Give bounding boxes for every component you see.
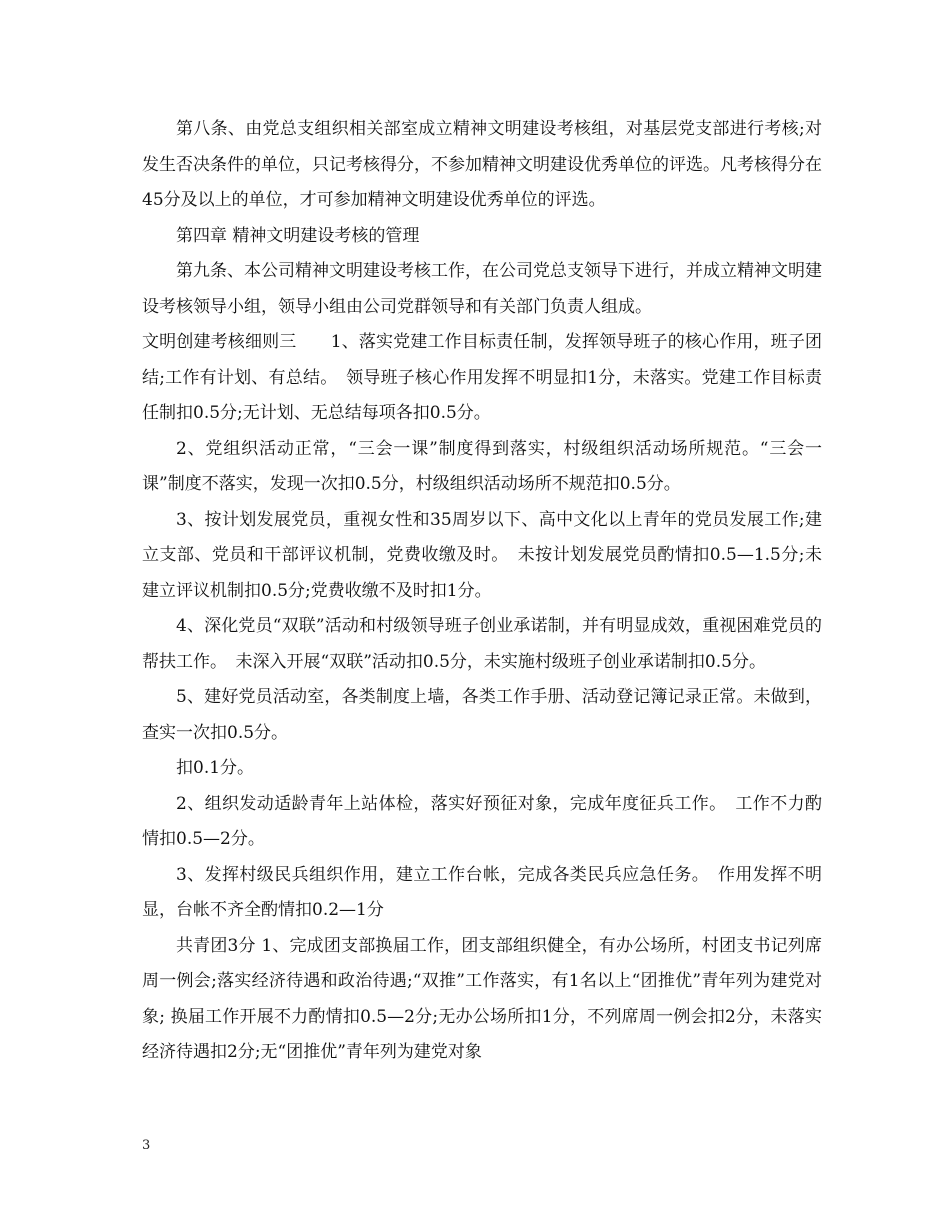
paragraph-article-8: 第八条、由党总支组织相关部室成立精神文明建设考核组，对基层党支部进行考核;对发生否决条件的单位，只记考核得分，不参加精神文明建设优秀单位的评选。凡考核得分在45分及以上的单位，才可参加精神文明建设优秀单位的评选。 [142,119,822,210]
chapter-heading: 第四章 精神文明建设考核的管理 [176,225,420,246]
paragraph-article-9: 第九条、本公司精神文明建设考核工作，在公司党总支领导下进行，并成立精神文明建设考核领导小组，领导小组由公司党群领导和有关部门负责人组成。 [142,261,822,317]
paragraph-item-5: 5、建好党员活动室，各类制度上墙，各类工作手册、活动登记簿记录正常。未做到，查实一次扣0.5分。 [142,687,822,743]
paragraph-item-3: 3、按计划发展党员，重视女性和35周岁以下、高中文化以上青年的党员发展工作;建立支部、党员和干部评议机制，党费收缴及时。 未按计划发展党员酌情扣0.5—1.5分;未建立评议机制扣0.5分;党费收缴不及时扣1分。 [142,509,822,601]
document-body [142,112,822,1071]
page-number: 3 [142,1138,151,1153]
paragraph-youth-league: 共青团3分 1、完成团支部换届工作，团支部组织健全，有办公场所，村团支书记列席周一例会;落实经济待遇和政治待遇;“双推”工作落实，有1名以上“团推优”青年列为建党对象; 换届工作开展不力酌情扣0.5—2分;无办公场所扣1分，不列席周一例会扣2分，未落实经济待遇扣2分;无“团推优”青年列为建党对象 [142,935,822,1062]
paragraph-deduction-fragment: 扣0.1分。 [176,758,255,778]
paragraph-item-4: 4、深化党员“双联”活动和村级领导班子创业承诺制，并有明显成效，重视困难党员的帮扶工作。 未深入开展“双联”活动扣0.5分，未实施村级班子创业承诺制扣0.5分。 [142,616,822,672]
paragraph-militia-item-2: 2、组织发动适龄青年上站体检，落实好预征对象，完成年度征兵工作。 工作不力酌情扣0.5—2分。 [142,793,822,849]
paragraph-militia-item-3: 3、发挥村级民兵组织作用，建立工作台帐，完成各类民兵应急任务。 作用发挥不明显，台帐不齐全酌情扣0.2—1分 [142,864,822,920]
paragraph-rules-intro: 文明创建考核细则三 1、落实党建工作目标责任制，发挥领导班子的核心作用，班子团结;工作有计划、有总结。 领导班子核心作用发挥不明显扣1分，未落实。党建工作目标责任制扣0.5分;无计划、无总结每项各扣0.5分。 [142,332,822,423]
paragraph-item-2: 2、党组织活动正常，“三会一课”制度得到落实，村级组织活动场所规范。“三会一课”制度不落实，发现一次扣0.5分，村级组织活动场所不规范扣0.5分。 [142,438,822,494]
